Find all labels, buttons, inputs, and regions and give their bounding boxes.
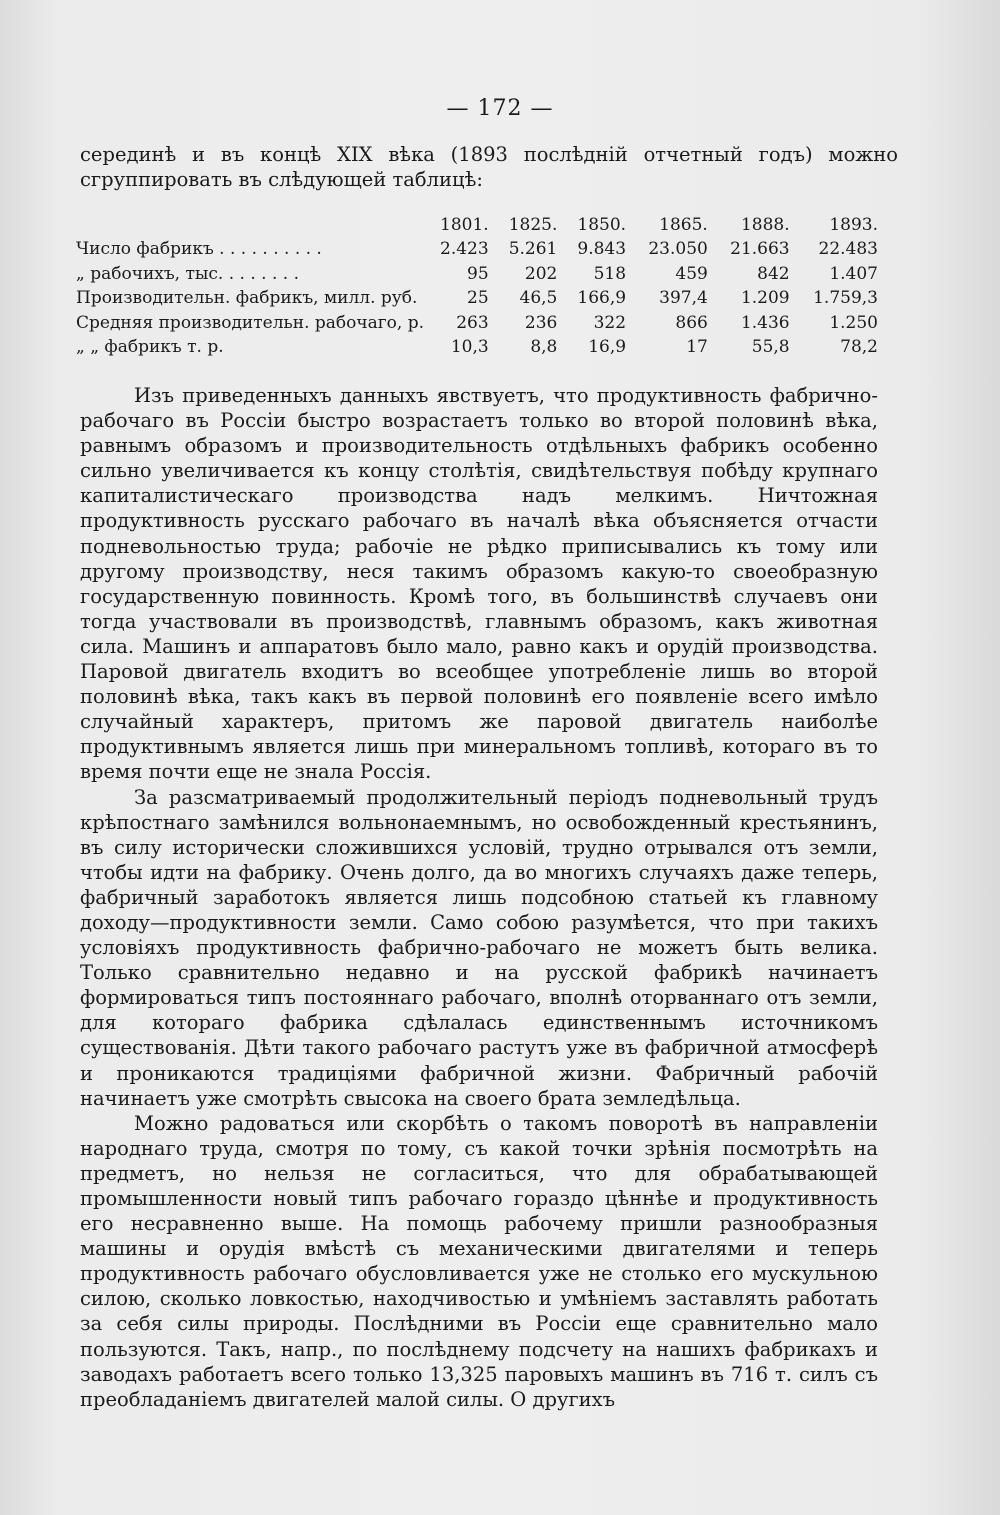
page-number: — 172 — xyxy=(446,96,554,121)
table-row xyxy=(76,235,886,260)
table-year-header: 1888. xyxy=(740,214,790,235)
table-cell: 263 xyxy=(456,312,489,333)
table-cell: 17 xyxy=(686,337,708,357)
table-row xyxy=(76,308,886,333)
table-cell: 236 xyxy=(524,312,558,333)
table-cell: 1.759,3 xyxy=(813,288,878,308)
table-cell: 1.407 xyxy=(829,263,878,284)
paragraph: Изъ приведенныхъ данныхъ явствуетъ, что продуктивность фабрично-рабочаго въ Россіи быстро возрастаетъ только во второй половинѣ вѣка, равнымъ образомъ и производительность отдѣльныхъ фабрикъ особенно сильно увеличивается къ концу столѣтія, свидѣтельствуя побѣду крупнаго капиталистическаго производства надъ мелкимъ. Ничтожная продуктивность русскаго рабочаго въ началѣ вѣка объясняется отчасти подневольностью труда; рабочіе не рѣдко приписывались къ тому или другому производству, неся такимъ образомъ какую-то своеобразную государственную повинность. Кромѣ того, въ большинствѣ случаевъ они тогда участвовали въ производствѣ, главнымъ образомъ, какъ животная сила. Машинъ и аппаратовъ было мало, равно какъ и орудій производства. Паровой двигатель входитъ во всеобщее употребленіе лишь во второй половинѣ вѣка, такъ какъ въ первой половинѣ его появленіе всего имѣло случайный характеръ, притомъ же паровой двигатель наиболѣе продуктивнымъ является лишь при минеральномъ топливѣ, котораго въ то время почти еще не знала Россія. xyxy=(80,384,878,784)
table-cell: 16,9 xyxy=(588,337,627,357)
table-year-header: 1825. xyxy=(508,214,558,235)
table-year-header: 1865. xyxy=(659,214,708,235)
table-year-header: 1850. xyxy=(577,214,627,235)
table-cell: 25 xyxy=(467,288,489,308)
table-cell: 55,8 xyxy=(751,337,790,357)
table-row xyxy=(76,284,886,309)
table-cell: 9.843 xyxy=(577,239,627,259)
table-cell: 78,2 xyxy=(840,337,878,357)
table-cell: 397,4 xyxy=(659,288,708,308)
table-cell: 2.423 xyxy=(440,239,489,259)
table-cell: 1.436 xyxy=(740,312,790,333)
intro-paragraph: серединѣ и въ концѣ XIX вѣка (1893 послѣдній отчетный годъ) можно сгруппировать въ слѣдующей таблицѣ: xyxy=(80,143,898,191)
table-year-header: 1893. xyxy=(829,214,878,235)
table-cell: 95 xyxy=(467,263,489,284)
table-header-row xyxy=(76,210,886,235)
table-cell: 5.261 xyxy=(508,239,558,259)
table-cell: 23.050 xyxy=(648,239,708,259)
table-cell: 166,9 xyxy=(577,288,627,308)
table-row xyxy=(76,259,886,284)
table-header-empty xyxy=(76,210,428,235)
row-label: Число фабрикъ . . . . . . . . . . xyxy=(76,239,322,259)
table-cell: 842 xyxy=(757,263,790,284)
row-label: „ „ фабрикъ т. р. xyxy=(76,337,224,357)
table-cell: 46,5 xyxy=(519,288,558,308)
table-cell: 1.250 xyxy=(829,312,878,333)
table-cell: 518 xyxy=(593,263,627,284)
statistics-table xyxy=(76,210,886,357)
table-cell: 202 xyxy=(524,263,558,284)
table-cell: 866 xyxy=(675,312,708,333)
table-year-header: 1801. xyxy=(440,214,489,235)
table-cell: 459 xyxy=(675,263,708,284)
table-cell: 21.663 xyxy=(730,239,790,259)
row-label: Производительн. фабрикъ, милл. руб. xyxy=(76,288,418,308)
row-label: Средняя производительн. рабочаго, р. xyxy=(76,312,425,333)
table-cell: 1.209 xyxy=(740,288,790,308)
paragraph: Можно радоваться или скорбѣть о такомъ поворотѣ въ направленіи народнаго труда, смотря по тому, съ какой точки зрѣнія посмотрѣть на предметъ, но нельзя не согласиться, что для обрабатывающей промышленности новый типъ рабочаго гораздо цѣннѣе и продуктивность его несравненно выше. На помощь рабочему пришли разнообразныя машины и орудія вмѣстѣ съ механическими двигателями и теперь продуктивность рабочаго обусловливается уже не столько его мускульною силою, сколько ловкостью, находчивостью и умѣніемъ заставлять работать за себя силы природы. Послѣдними въ Россіи еще сравнительно мало пользуются. Такъ, напр., по послѣднему подсчету на нашихъ фабрикахъ и заводахъ работаетъ всего только 13,325 паровыхъ машинъ въ 716 т. силъ съ преобладаніемъ двигателей малой силы. О другихъ xyxy=(80,1111,878,1411)
row-label: „ рабочихъ, тыс. . . . . . . . xyxy=(76,263,299,284)
table-cell: 22.483 xyxy=(818,239,878,259)
table-cell: 322 xyxy=(593,312,627,333)
table-cell: 10,3 xyxy=(450,337,489,357)
paragraph: За разсматриваемый продолжительный періодъ подневольный трудъ крѣпостнаго замѣнился вольнонаемнымъ, но освобожденный крестьянинъ, въ силу исторически сложившихся условій, трудно отрывался отъ земли, чтобы идти на фабрику. Очень долго, да во многихъ случаяхъ даже теперь, фабричный заработокъ является лишь подсобною статьей къ главному доходу—продуктивности земли. Само собою разумѣется, что при такихъ условіяхъ продуктивность фабрично-рабочаго не можетъ быть велика. Только сравнительно недавно и на русской фабрикѣ начинаетъ формироваться типъ постояннаго рабочаго, вполнѣ оторваннаго отъ земли, для котораго фабрика сдѣлалась единственнымъ источникомъ существованія. Дѣти такого рабочаго растутъ уже въ фабричной атмосферѣ и проникаются традиціями фабричной жизни. Фабричный рабочій начинаетъ уже смотрѣть свысока на своего брата земледѣльца. xyxy=(80,785,878,1110)
table-row xyxy=(76,333,886,358)
body-text xyxy=(80,383,878,1412)
table-cell: 8,8 xyxy=(530,337,558,357)
